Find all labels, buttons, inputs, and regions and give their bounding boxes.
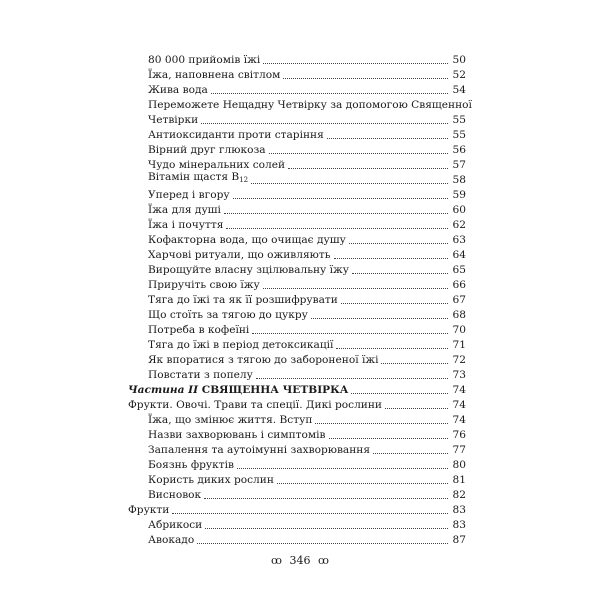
- toc-entry: [128, 322, 466, 337]
- toc-entry: [128, 337, 466, 352]
- toc-entry: [128, 202, 466, 217]
- dot-leader: [224, 213, 448, 214]
- toc-entry-title: Фрукти: [128, 504, 170, 516]
- dot-leader: [277, 483, 448, 484]
- dot-leader: [315, 423, 448, 424]
- dot-leader: [341, 303, 448, 304]
- toc-entry-title: Вітамін щастя $B_{12}$: [148, 171, 249, 184]
- toc-entry-page: 81: [452, 474, 466, 486]
- toc-entry: [128, 247, 466, 262]
- toc-entry-title: Четвірки: [148, 114, 199, 126]
- toc-entry-page: 54: [452, 84, 466, 96]
- toc-entry-page: 72: [452, 354, 466, 366]
- dot-leader: [251, 183, 448, 184]
- toc-entry-title: Харчові ритуали, що оживляють: [148, 249, 331, 261]
- toc-entry-title: Абрикоси: [148, 519, 203, 531]
- toc-entry-title: Як впоратися з тягою до забороненої їжі: [148, 354, 379, 366]
- toc-entry-title: Частина II СВЯЩЕННА ЧЕТВІРКА: [128, 384, 349, 396]
- toc-entry: [128, 292, 466, 307]
- toc-entry: [128, 367, 466, 382]
- toc-entry-title: Чудо мінеральних солей: [148, 159, 286, 171]
- toc-entry-page: 55: [452, 129, 466, 141]
- toc-entry: [128, 427, 466, 442]
- toc-entry-page: 58: [452, 174, 466, 186]
- toc-entry-title: Уперед і вгору: [148, 189, 230, 201]
- toc-entry: [128, 232, 466, 247]
- toc-entry: [128, 217, 466, 232]
- toc-entry-title: Їжа і почуття: [148, 219, 224, 231]
- toc-entry-page: 80: [452, 459, 466, 471]
- toc-entry-page: 74: [452, 384, 466, 396]
- toc-entry: [128, 412, 466, 427]
- toc-entry-page: 77: [452, 444, 466, 456]
- dot-leader: [256, 378, 448, 379]
- dot-leader: [311, 318, 448, 319]
- toc-entry-page: 64: [452, 249, 466, 261]
- toc-entry: [128, 457, 466, 472]
- toc-entry-title: Повстати з попелу: [148, 369, 253, 381]
- toc-entry-page: 87: [452, 534, 466, 546]
- dot-leader: [201, 123, 448, 124]
- dot-leader: [373, 453, 448, 454]
- dot-leader: [269, 153, 448, 154]
- toc-entry: [128, 532, 466, 547]
- toc-entry-title: Переможете Нещадну Четвірку за допомогою Священної: [148, 99, 472, 111]
- toc-entry-title: Жива вода: [148, 84, 208, 96]
- ornament-right-icon: ꝏ: [318, 554, 329, 567]
- table-of-contents: [128, 52, 472, 547]
- toc-entry-title: Потреба в кофеїні: [148, 324, 250, 336]
- toc-entry-title: Висновок: [148, 489, 202, 501]
- dot-leader: [381, 363, 448, 364]
- toc-entry: [128, 52, 466, 67]
- dot-leader: [233, 198, 448, 199]
- toc-entry: [128, 157, 466, 172]
- dot-leader: [327, 138, 448, 139]
- toc-entry: [128, 97, 472, 112]
- toc-entry-page: 52: [452, 69, 466, 81]
- toc-entry: [128, 502, 466, 517]
- toc-entry: [128, 517, 466, 532]
- toc-entry-title: Запалення та аутоімунні захворювання: [148, 444, 371, 456]
- toc-entry: [128, 82, 466, 97]
- toc-entry: [128, 187, 466, 202]
- toc-entry-title: Тяга до їжі та як її розшифрувати: [148, 294, 338, 306]
- toc-entry: [128, 352, 466, 367]
- dot-leader: [263, 288, 448, 289]
- toc-entry-page: 62: [452, 219, 466, 231]
- dot-leader: [329, 438, 449, 439]
- toc-entry: [128, 142, 466, 157]
- toc-entry-page: 82: [452, 489, 466, 501]
- toc-entry-page: 74: [452, 399, 466, 411]
- toc-entry-page: 57: [452, 159, 466, 171]
- dot-leader: [204, 498, 448, 499]
- toc-entry-title: Кофакторна вода, що очищає душу: [148, 234, 346, 246]
- toc-entry-title: Користь диких рослин: [148, 474, 274, 486]
- dot-leader: [252, 333, 448, 334]
- toc-entry-page: 68: [452, 309, 466, 321]
- dot-leader: [205, 528, 448, 529]
- dot-leader: [263, 63, 448, 64]
- toc-entry-page: 66: [452, 279, 466, 291]
- toc-entry-page: 59: [452, 189, 466, 201]
- dot-leader: [288, 168, 448, 169]
- toc-entry-title: Приручіть свою їжу: [148, 279, 260, 291]
- dot-leader: [283, 78, 448, 79]
- toc-entry-page: 74: [452, 414, 466, 426]
- dot-leader: [385, 408, 448, 409]
- toc-entry-title: Назви захворювань і симптомів: [148, 429, 326, 441]
- toc-entry-title: Їжа, наповнена світлом: [148, 69, 281, 81]
- toc-entry: [128, 112, 466, 127]
- toc-entry-title: Вирощуйте власну зцілювальну їжу: [148, 264, 349, 276]
- toc-entry: [128, 397, 466, 412]
- toc-entry: [128, 382, 466, 397]
- toc-entry: [128, 487, 466, 502]
- toc-entry-page: 73: [452, 369, 466, 381]
- page-number: 346: [289, 554, 311, 567]
- toc-entry-page: 56: [452, 144, 466, 156]
- toc-entry: [128, 67, 466, 82]
- toc-entry-title: Їжа для душі: [148, 204, 221, 216]
- toc-entry: [128, 172, 466, 187]
- toc-entry: [128, 127, 466, 142]
- dot-leader: [226, 228, 448, 229]
- toc-entry-title: Антиоксиданти проти старіння: [148, 129, 324, 141]
- toc-entry-page: 71: [452, 339, 466, 351]
- toc-entry-page: 83: [452, 519, 466, 531]
- toc-entry-page: 65: [452, 264, 466, 276]
- toc-entry-page: 76: [452, 429, 466, 441]
- dot-leader: [334, 258, 448, 259]
- toc-entry-title: 80 000 прийомів їжі: [148, 54, 261, 66]
- dot-leader: [336, 348, 448, 349]
- toc-entry-title: Їжа, що змінює життя. Вступ: [148, 414, 313, 426]
- toc-entry-page: 67: [452, 294, 466, 306]
- toc-entry-page: 70: [452, 324, 466, 336]
- ornament-left-icon: ꝏ: [271, 554, 282, 567]
- toc-entry-title: Що стоїть за тягою до цукру: [148, 309, 308, 321]
- dot-leader: [237, 468, 448, 469]
- toc-entry-page: 55: [452, 114, 466, 126]
- toc-entry-page: 83: [452, 504, 466, 516]
- dot-leader: [351, 393, 448, 394]
- toc-entry-page: 50: [452, 54, 466, 66]
- toc-entry-title: Фрукти. Овочі. Трави та спеції. Дикі рослини: [128, 399, 382, 411]
- toc-entry-title: Боязнь фруктів: [148, 459, 234, 471]
- toc-entry: [128, 472, 466, 487]
- toc-entry: [128, 262, 466, 277]
- page-footer: [0, 554, 600, 567]
- toc-entry: [128, 277, 466, 292]
- toc-entry-page: 60: [452, 204, 466, 216]
- toc-entry-title: Авокадо: [148, 534, 195, 546]
- dot-leader: [349, 243, 448, 244]
- dot-leader: [197, 543, 448, 544]
- toc-entry: [128, 307, 466, 322]
- toc-entry-title: Вірний друг глюкоза: [148, 144, 266, 156]
- dot-leader: [352, 273, 448, 274]
- toc-entry-page: 63: [452, 234, 466, 246]
- dot-leader: [211, 93, 448, 94]
- dot-leader: [172, 513, 448, 514]
- toc-entry-title: Тяга до їжі в період детоксикації: [148, 339, 334, 351]
- toc-entry: [128, 442, 466, 457]
